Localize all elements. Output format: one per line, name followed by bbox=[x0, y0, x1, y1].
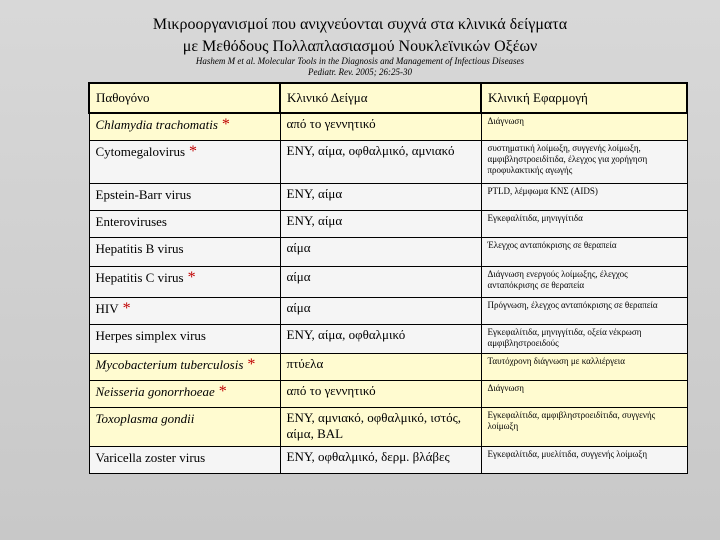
page-title bbox=[0, 14, 720, 58]
title-line-1: Μικροοργανισμοί που ανιχνεύονται συχνά στα κλινικά δείγματα bbox=[152, 16, 568, 33]
application-cell: PTLD, λέμφωμα ΚΝΣ (AIDS) bbox=[481, 184, 687, 211]
sample-cell: ENY, αίμα, οφθαλμικό bbox=[280, 325, 481, 354]
application-cell: Διάγνωση bbox=[481, 381, 687, 408]
sample-cell: ENY, αίμα bbox=[280, 184, 481, 211]
star-marker: * bbox=[187, 269, 196, 286]
star-marker: * bbox=[221, 116, 230, 133]
pathogen-cell bbox=[89, 447, 280, 474]
sample-cell: αίμα bbox=[280, 267, 481, 298]
table-row bbox=[89, 381, 687, 408]
pathogen-name: Mycobacterium tuberculosis bbox=[95, 357, 244, 372]
table-row bbox=[89, 354, 687, 381]
pathogen-cell bbox=[89, 354, 280, 381]
application-cell: Διάγνωση ενεργούς λοίμωξης, έλεγχος ανταπόκρισης σε θεραπεία bbox=[481, 267, 687, 298]
sample-cell: ENY, αίμα bbox=[280, 211, 481, 238]
application-cell: Εγκεφαλίτιδα, μυελίτιδα, συγγενής λοίμωξη bbox=[481, 447, 687, 474]
table-row bbox=[89, 408, 687, 447]
table-row bbox=[89, 141, 687, 184]
sample-cell: από το γεννητικό bbox=[280, 113, 481, 141]
table-row bbox=[89, 447, 687, 474]
table-row bbox=[89, 184, 687, 211]
pathogen-name: Epstein-Barr virus bbox=[95, 187, 192, 202]
application-cell: συστηματική λοίμωξη, συγγενής λοίμωξη, αμφιβληστροειδίτιδα, έλεγχος για χορήγηση προφυλακτικής αγωγής bbox=[481, 141, 687, 184]
table-row bbox=[89, 325, 687, 354]
application-cell: Εγκεφαλίτιδα, μηνιγγίτιδα bbox=[481, 211, 687, 238]
table-header-row bbox=[89, 83, 687, 113]
pathogen-cell bbox=[89, 325, 280, 354]
pathogen-name: Chlamydia trachomatis bbox=[95, 117, 218, 132]
citation bbox=[0, 56, 720, 78]
title-line-2: με Μεθόδους Πολλαπλασιασμού Νουκλεϊνικών Οξέων bbox=[182, 38, 538, 55]
pathogen-cell bbox=[89, 184, 280, 211]
pathogen-name: Enteroviruses bbox=[95, 214, 167, 229]
sample-cell: ENY, αμνιακό, οφθαλμικό, ιστός, αίμα, BAL bbox=[280, 408, 481, 447]
pathogen-name: HIV bbox=[95, 301, 119, 316]
pathogen-cell bbox=[89, 141, 280, 184]
pathogen-name: Hepatitis C virus bbox=[95, 270, 184, 285]
pathogen-cell bbox=[89, 381, 280, 408]
pathogen-cell bbox=[89, 113, 280, 141]
sample-cell: αίμα bbox=[280, 298, 481, 325]
application-cell: Διάγνωση bbox=[481, 113, 687, 141]
pathogen-name: Cytomegalovirus bbox=[95, 144, 186, 159]
table-row bbox=[89, 238, 687, 267]
table-row bbox=[89, 113, 687, 141]
sample-cell: ENY, αίμα, οφθαλμικό, αμνιακό bbox=[280, 141, 481, 184]
pathogen-cell bbox=[89, 211, 280, 238]
header-clinical-application: Κλινική Εφαρμογή bbox=[481, 83, 687, 113]
pathogen-name: Hepatitis B virus bbox=[95, 241, 184, 256]
pathogen-cell bbox=[89, 238, 280, 267]
pathogen-name: Varicella zoster virus bbox=[95, 450, 206, 465]
pathogen-table bbox=[88, 82, 688, 474]
application-cell: Έλεγχος ανταπόκρισης σε θεραπεία bbox=[481, 238, 687, 267]
table-row bbox=[89, 298, 687, 325]
sample-cell: πτύελα bbox=[280, 354, 481, 381]
application-cell: Εγκεφαλίτιδα, αμφιβληστροειδίτιδα, συγγενής λοίμωξη bbox=[481, 408, 687, 447]
table-row bbox=[89, 211, 687, 238]
pathogen-name: Toxoplasma gondii bbox=[95, 411, 195, 426]
application-cell: Εγκεφαλίτιδα, μηνιγγίτιδα, οξεία νέκρωση αμφιβληστροειδούς bbox=[481, 325, 687, 354]
pathogen-cell bbox=[89, 408, 280, 447]
header-pathogen: Παθογόνο bbox=[89, 83, 280, 113]
pathogen-cell bbox=[89, 267, 280, 298]
table-row bbox=[89, 267, 687, 298]
citation-line-2: Pediatr. Rev. 2005; 26:25-30 bbox=[307, 67, 413, 77]
sample-cell: από το γεννητικό bbox=[280, 381, 481, 408]
citation-line-1: Hashem M et al. Molecular Tools in the Diagnosis and Management of Infectious Diseases bbox=[195, 56, 525, 66]
sample-cell: ENY, οφθαλμικό, δερμ. βλάβες bbox=[280, 447, 481, 474]
star-marker: * bbox=[189, 143, 198, 160]
star-marker: * bbox=[122, 300, 131, 317]
header-clinical-sample: Κλινικό Δείγμα bbox=[280, 83, 481, 113]
star-marker: * bbox=[218, 383, 227, 400]
sample-cell: αίμα bbox=[280, 238, 481, 267]
pathogen-name: Herpes simplex virus bbox=[95, 328, 206, 343]
pathogen-cell bbox=[89, 298, 280, 325]
star-marker: * bbox=[247, 356, 256, 373]
application-cell: Ταυτόχρονη διάγνωση με καλλιέργεια bbox=[481, 354, 687, 381]
pathogen-name: Neisseria gonorrhoeae bbox=[95, 384, 215, 399]
application-cell: Πρόγνωση, έλεγχος ανταπόκρισης σε θεραπεία bbox=[481, 298, 687, 325]
